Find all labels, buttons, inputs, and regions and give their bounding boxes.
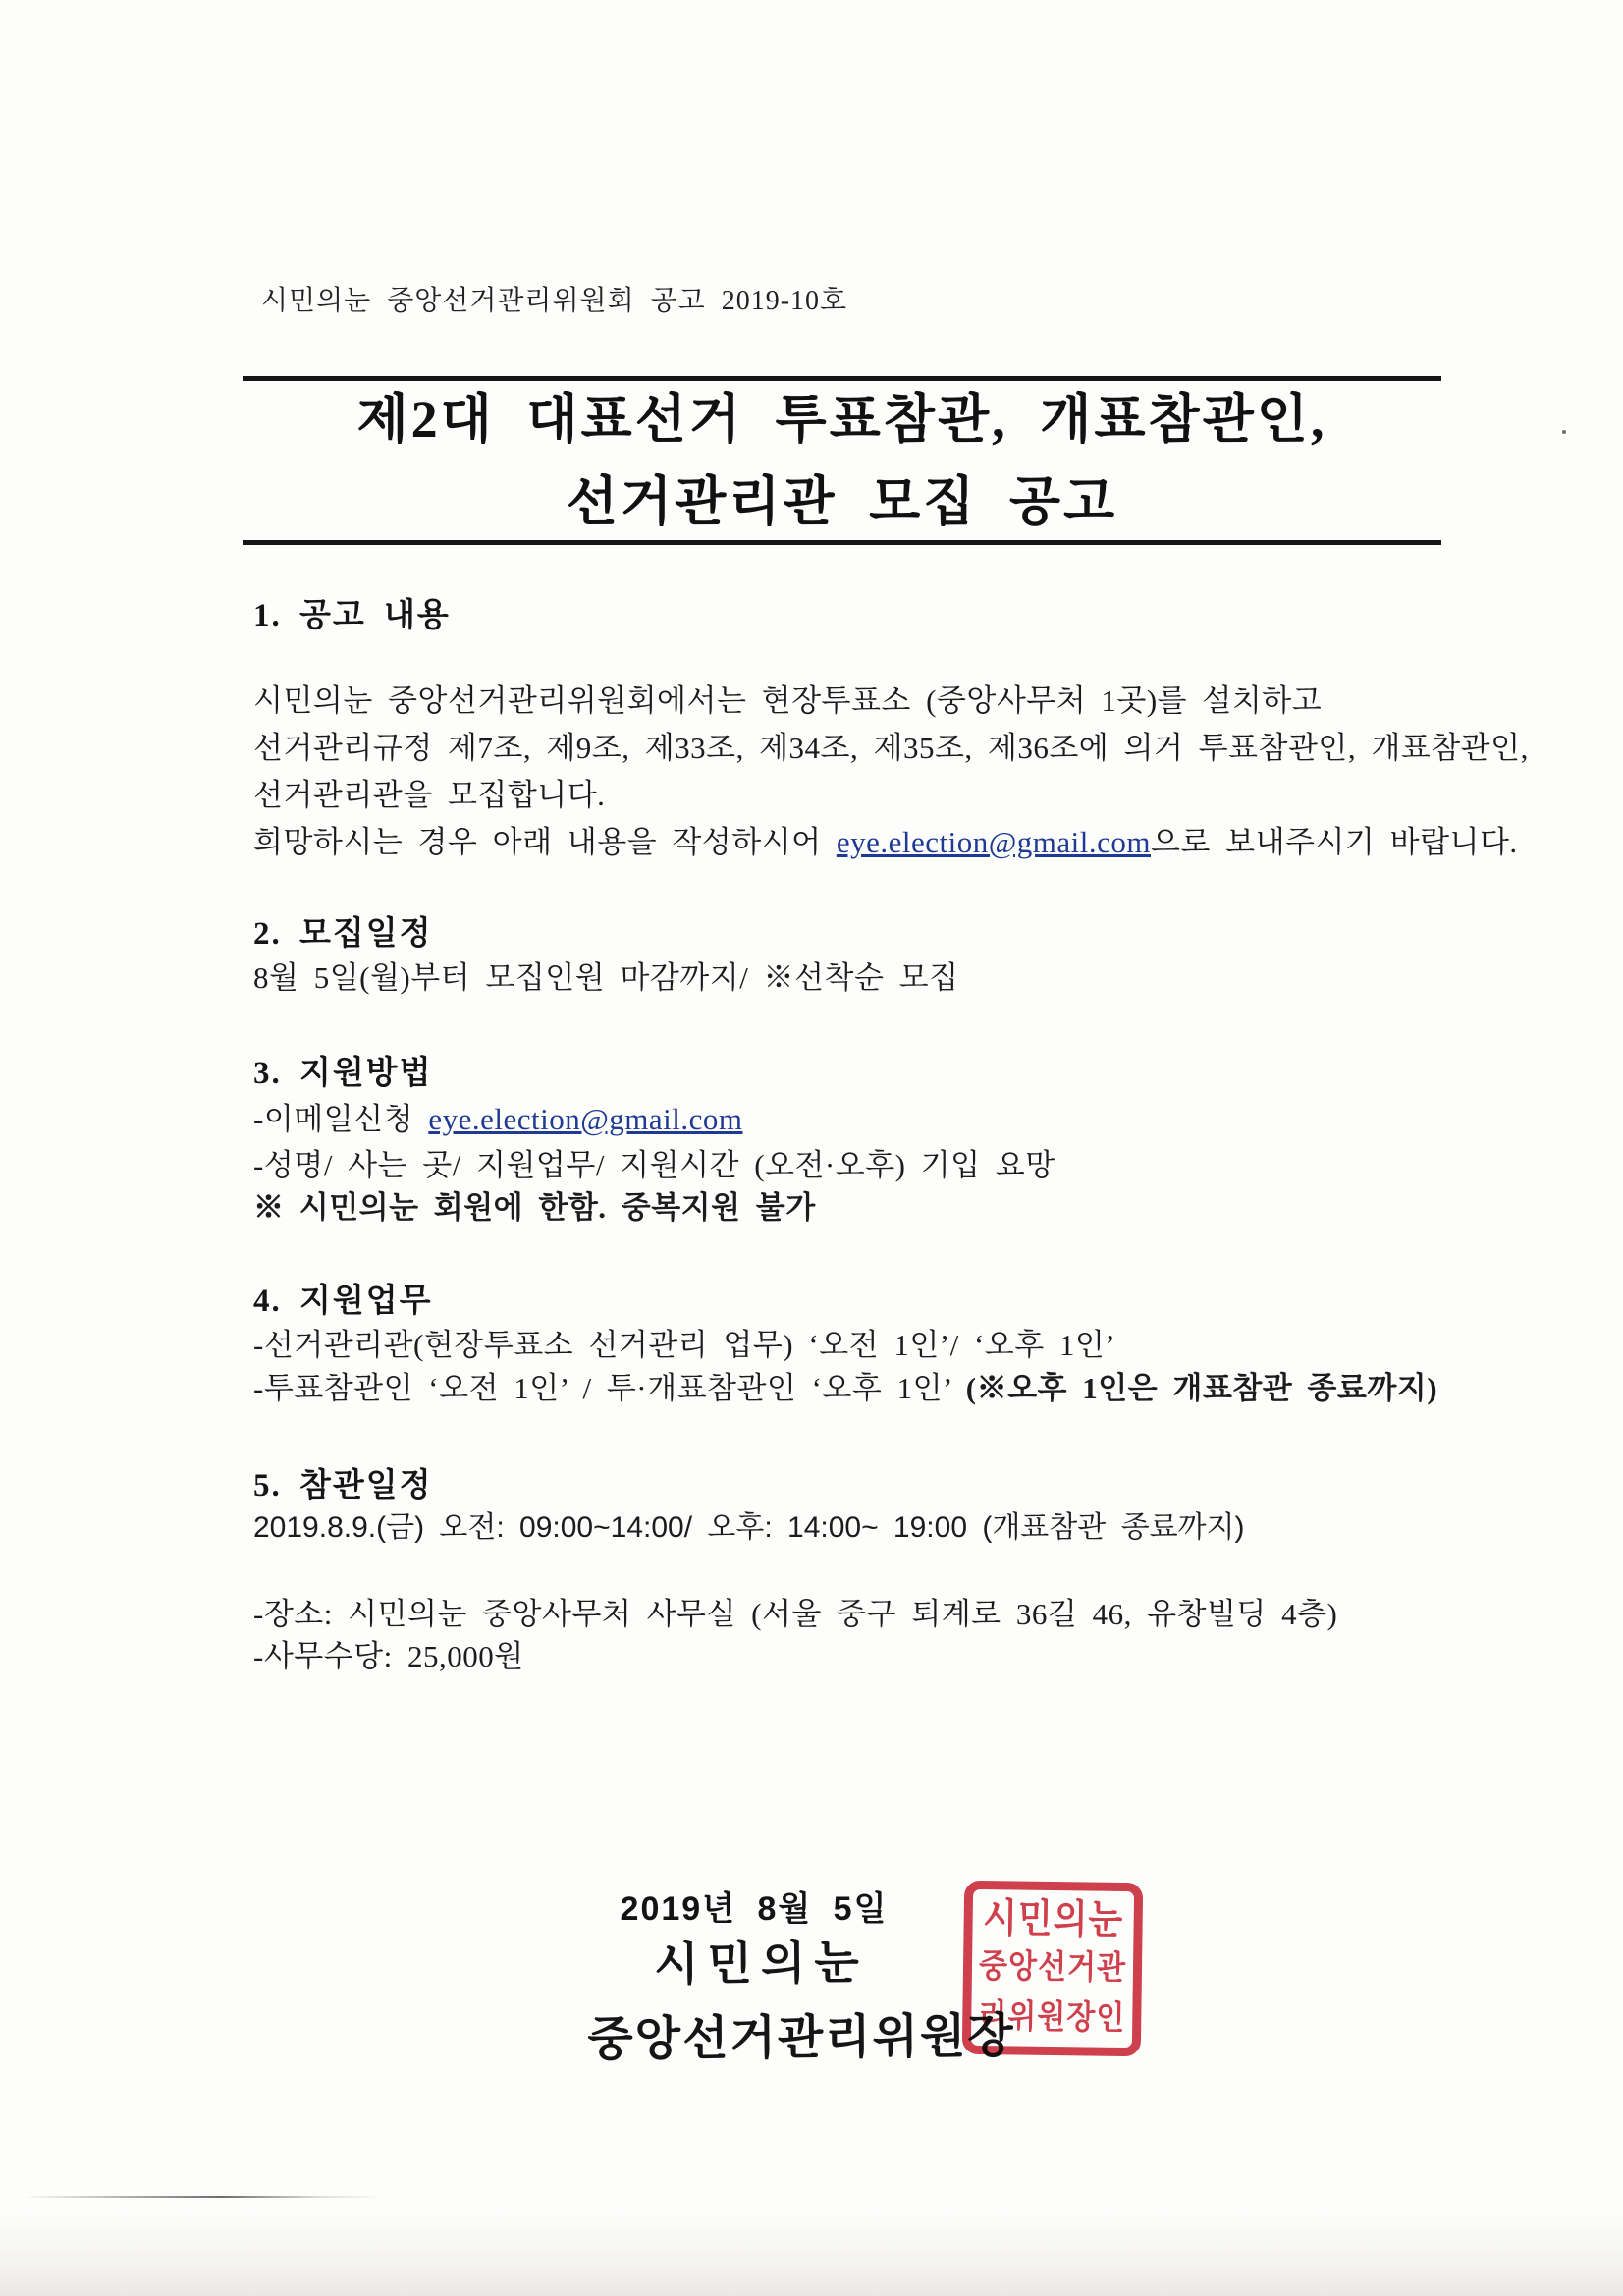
section3-line1 — [253, 1094, 742, 1138]
doc-number-line: 시민의눈 중앙선거관리위원회 공고 2019-10호 — [261, 286, 848, 316]
signature-title: 중앙선거관리위원장 — [587, 2010, 1015, 2066]
scan-scratch-line — [25, 2196, 383, 2198]
section5-schedule-line: 2019.8.9.(금) 오전: 09:00~14:00/ 오후: 14:00~ 19:00 (개표참관 종료까지) — [253, 1511, 1245, 1544]
section1-para-line2: 선거관리규정 제7조, 제9조, 제33조, 제34조, 제35조, 제36조에 의거 투표참관인, 개표참관인, — [253, 731, 1529, 765]
section4-heading: 4. 지원업무 — [253, 1284, 433, 1319]
scan-speck — [1562, 430, 1566, 434]
email-link-section3[interactable]: eye.election@gmail.com — [428, 1102, 743, 1136]
email-link-section1[interactable]: eye.election@gmail.com — [836, 825, 1151, 859]
stamp-row-2: 중앙선거관 — [978, 1948, 1127, 1988]
section1-para-line4 — [253, 819, 1518, 866]
section3-line3-note: ※ 시민의눈 회원에 한함. 중복지원 불가 — [253, 1190, 816, 1225]
stamp-row-3: 리위원장인 — [978, 1997, 1126, 2037]
section5-heading: 5. 참관일정 — [253, 1468, 433, 1503]
section4-line2-text: -투표참관인 ‘오전 1인’ / 투·개표참관인 ‘오후 1인’ — [253, 1371, 966, 1405]
title-line-2: 선거관리관 모집 공고 — [566, 472, 1118, 531]
section2-line1: 8월 5일(월)부터 모집인원 마감까지/ ※선착순 모집 — [253, 960, 959, 995]
scan-shadow — [0, 2208, 1623, 2296]
section4-line2 — [253, 1363, 1437, 1407]
section4-line1: -선거관리관(현장투표소 선거관리 업무) ‘오전 1인’/ ‘오후 1인’ — [253, 1328, 1116, 1362]
section1-paragraph — [253, 678, 1529, 866]
section5-allowance-line: -사무수당: 25,000원 — [253, 1639, 524, 1673]
section1-heading: 1. 공고 내용 — [253, 598, 451, 633]
title-line-1: 제2대 대표선거 투표참관, 개표참관인, — [356, 390, 1327, 449]
section1-para-line4-text: 희망하시는 경우 아래 내용을 작성하시어 — [253, 825, 837, 859]
section1-para-line1: 시민의눈 중앙선거관리위원회에서는 현장투표소 (중앙사무처 1곳)를 설치하고 — [253, 683, 1323, 718]
section3-line1-text: -이메일신청 — [253, 1102, 429, 1136]
official-seal-stamp — [962, 1881, 1143, 2057]
signature-org-name: 시민의눈 — [654, 1938, 869, 1991]
stamp-row-1: 시민의눈 — [982, 1895, 1124, 1942]
signature-date: 2019년 8월 5일 — [620, 1890, 889, 1928]
section2-heading: 2. 모집일정 — [253, 916, 433, 952]
section3-heading: 3. 지원방법 — [253, 1056, 433, 1091]
section1-para-line4-suffix: 으로 보내주시기 바랍니다. — [1151, 825, 1518, 859]
title-box — [243, 376, 1441, 545]
section5-location-line: -장소: 시민의눈 중앙사무처 사무실 (서울 중구 퇴계로 36길 46, 유창빌딩 4층) — [253, 1597, 1338, 1631]
section3-line2: -성명/ 사는 곳/ 지원업무/ 지원시간 (오전·오후) 기입 요망 — [253, 1148, 1055, 1182]
section4-line2-note: (※오후 1인은 개표참관 종료까지) — [965, 1371, 1438, 1405]
section1-para-line3: 선거관리관을 모집합니다. — [253, 778, 606, 812]
